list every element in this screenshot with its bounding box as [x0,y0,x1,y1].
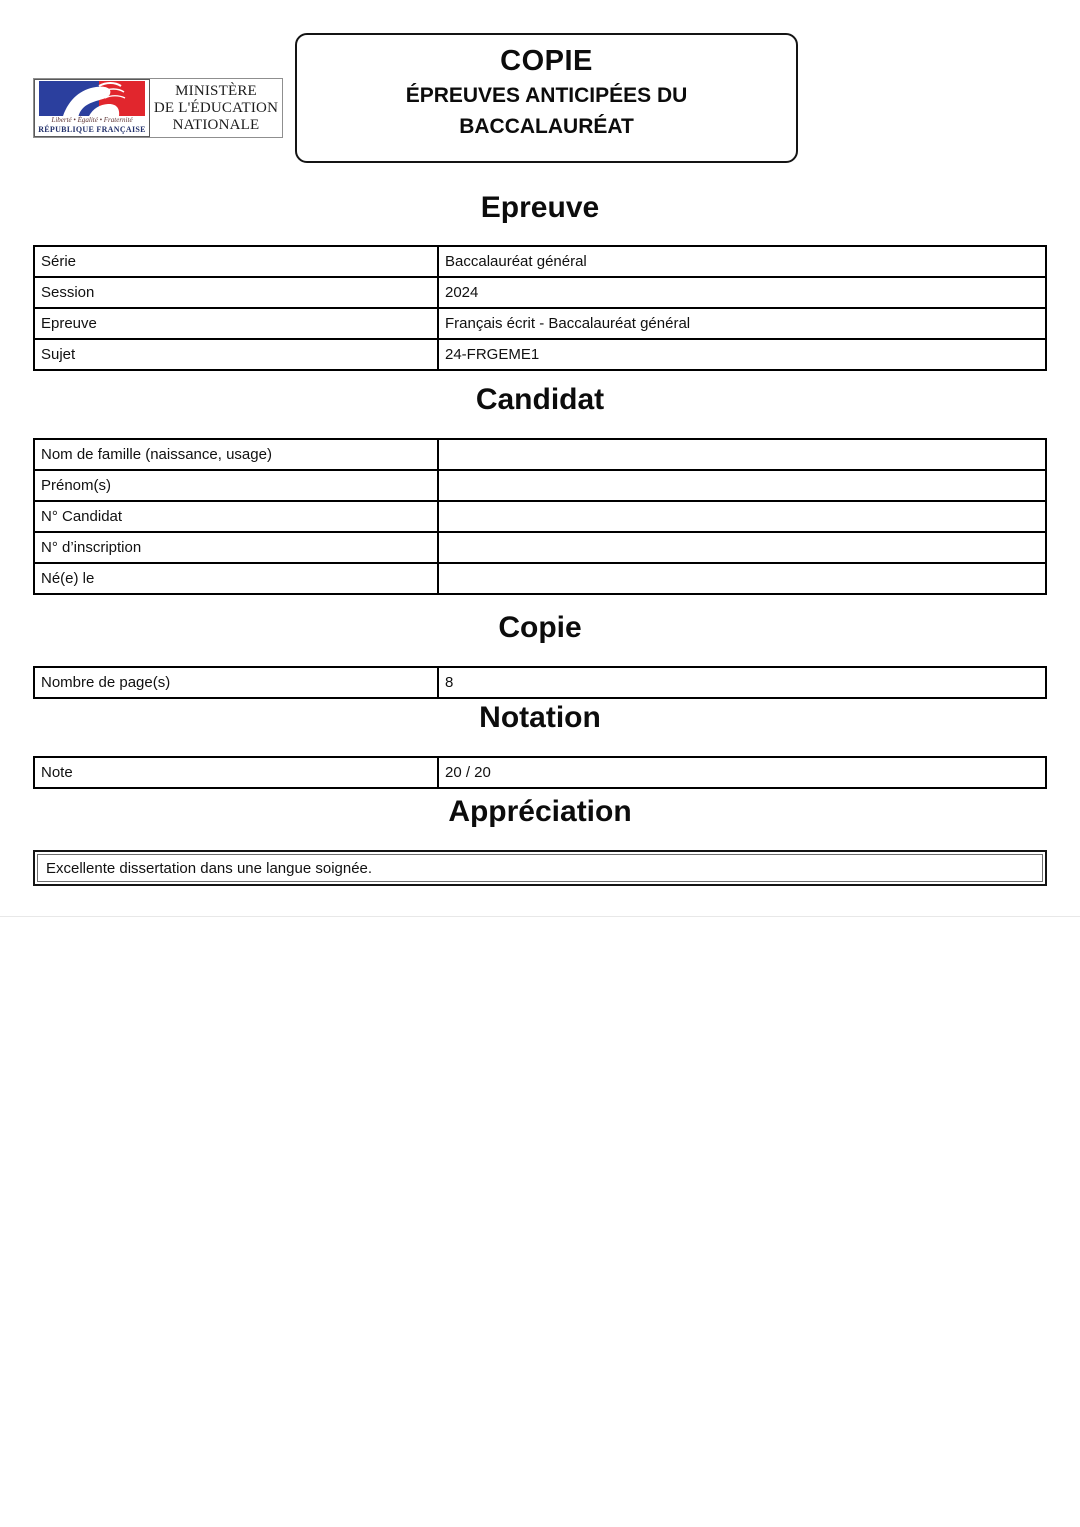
row-label: Note [34,757,438,788]
table-row [34,667,1046,698]
table-row [34,501,1046,532]
marianne-flag-icon [39,81,145,116]
table-row [34,563,1046,594]
row-value [438,501,1046,532]
row-label: Prénom(s) [34,470,438,501]
row-label: Session [34,277,438,308]
section-heading-epreuve: Epreuve [480,191,600,224]
candidat-table [33,438,1047,595]
section-heading-copie: Copie [498,611,582,644]
ministry-logo [33,78,283,138]
row-value: 2024 [438,277,1046,308]
row-value [438,563,1046,594]
republic-motto: Liberté • Égalité • Fraternité [51,116,133,124]
row-value [438,470,1046,501]
table-row [34,532,1046,563]
row-label: Série [34,246,438,277]
row-value [438,532,1046,563]
notation-table [33,756,1047,789]
table-row [34,470,1046,501]
copy-subtitle-line: ÉPREUVES ANTICIPÉES DU [405,84,688,107]
copy-title: COPIE [500,45,593,77]
table-row [34,339,1046,370]
row-value: 20 / 20 [438,757,1046,788]
row-label: Nombre de page(s) [34,667,438,698]
section-heading-candidat: Candidat [475,383,605,416]
section-heading-notation: Notation [479,701,601,734]
page-boundary-divider [0,916,1080,917]
row-label: Epreuve [34,308,438,339]
ministry-name [150,79,282,137]
copy-subtitle-line: BACCALAURÉAT [459,115,634,138]
table-row [34,757,1046,788]
row-label: Nom de famille (naissance, usage) [34,439,438,470]
row-value: Français écrit - Baccalauréat général [438,308,1046,339]
row-label: N° d’inscription [34,532,438,563]
section-heading-appreciation: Appréciation [448,795,632,828]
row-label: Sujet [34,339,438,370]
row-label: N° Candidat [34,501,438,532]
row-value: 24-FRGEME1 [438,339,1046,370]
copie-table [33,666,1047,699]
table-row [34,308,1046,339]
republic-label: RÉPUBLIQUE FRANÇAISE [38,125,146,134]
copy-subtitle [297,80,796,142]
ministry-name-line: NATIONALE [172,116,260,133]
table-row [34,246,1046,277]
row-value: 8 [438,667,1046,698]
ministry-name-line: DE L'ÉDUCATION [153,99,279,116]
row-value [438,439,1046,470]
table-row [34,277,1046,308]
copy-header-box [295,33,798,163]
french-republic-logo [34,79,150,137]
epreuve-table [33,245,1047,371]
ministry-name-line: MINISTÈRE [175,82,257,99]
appreciation-text: Excellente dissertation dans une langue soignée. [37,854,1043,882]
appreciation-box [33,850,1047,886]
row-label: Né(e) le [34,563,438,594]
table-row [34,439,1046,470]
row-value: Baccalauréat général [438,246,1046,277]
